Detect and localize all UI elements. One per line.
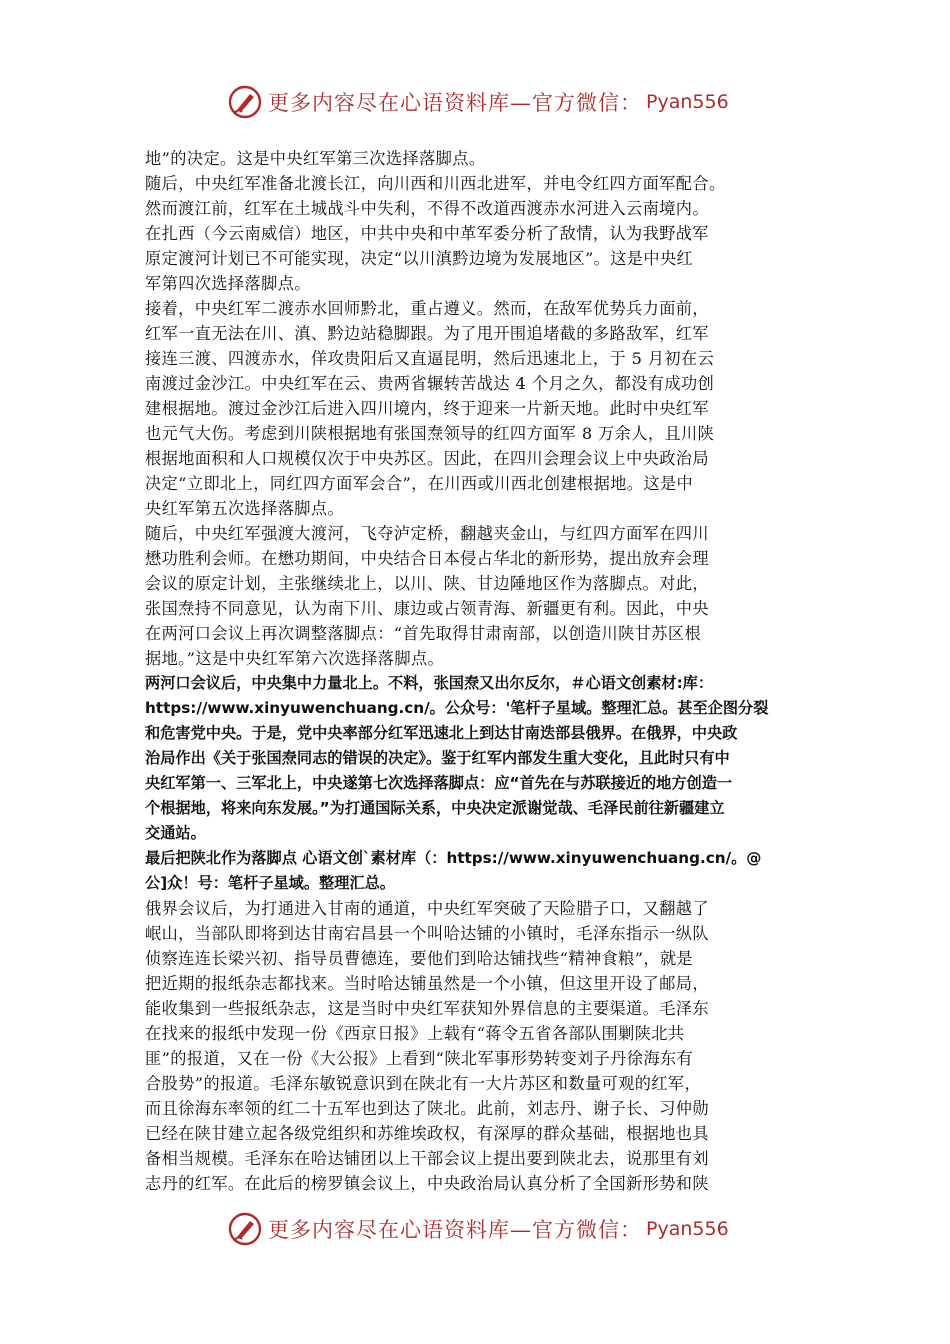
footer-banner	[228, 1211, 729, 1247]
paragraph: 随后，中央红军准备北渡长江，向川西和川西北进军，并电令红四方面军配合。 然而渡江前，红军在土城战斗中失利，不得不改道西渡赤水河进入云南境内。 在扎西（今云南威信）地区，中共中央和中革军委分析了敌情，认为我野战军 原定渡河计划已不可能实现，决定“以川滇黔边境为发展地区”。这是中央红 军第四次选择落脚点。	[145, 174, 726, 293]
document-body	[145, 146, 810, 1196]
paragraph: 俄界会议后，为打通进入甘南的通道，中央红军突破了天险腊子口，又翻越了 岷山，当部队即将到达甘南宕昌县一个叫哈达铺的小镇时，毛泽东指示一纵队 侦察连连长梁兴初、指导员曹德连，要他们到哈达铺找些“精神食粮”，就是 把近期的报纸杂志都找来。当时哈达铺虽然是一个小镇，但这里开设了邮局， 能收集到一些报纸杂志，这是当时中央红军获知外界信息的主要渠道。毛泽东 在找来的报纸中发现一份《西京日报》上载有“蒋令五省各部队围剿陕北共 匪”的报道，又在一份《大公报》上看到“陕北军事形势转变刘子丹徐海东有 合股势”的报道。毛泽东敏锐意识到在陕北有一大片苏区和数量可观的红军， 而且徐海东率领的红二十五军也到达了陕北。此前，刘志丹、谢子长、习仲勋 已经在陕甘建立起各级党组织和苏维埃政权，有深厚的群众基础，根据地也具 备相当规模。毛泽东在哈达铺团以上干部会议上提出要到陕北去，说那里有刘 志丹的红军。在此后的榜罗镇会议上，中央政治局认真分析了全国新形势和陕	[145, 899, 709, 1193]
paragraph: 随后，中央红军强渡大渡河，飞夺泸定桥，翻越夹金山，与红四方面军在四川 懋功胜利会师。在懋功期间，中央结合日本侵占华北的新形势，提出放弃会理 会议的原定计划，主张继续北上，以川、陕、甘边陲地区作为落脚点。对此， 张国焘持不同意见，认为南下川、康边或占领青海、新疆更有利。因此，中央 在两河口会议上再次调整落脚点：“首先取得甘肃南部，以创造川陕甘苏区根 据地。”这是中央红军第六次选择落脚点。	[145, 524, 709, 668]
pen-logo-icon	[228, 1212, 262, 1246]
pen-logo-icon	[228, 85, 262, 119]
footer-wechat-id: Pyan556	[646, 1218, 729, 1240]
paragraph: 地”的决定。这是中央红军第三次选择落脚点。	[145, 149, 486, 168]
paragraph: 接着，中央红军二渡赤水回师黔北，重占遵义。然而，在敌军优势兵力面前， 红军一直无法在川、滇、黔边站稳脚跟。为了甩开围追堵截的多路敌军，红军 接连三渡、四渡赤水，佯攻贵阳后又直逼昆明，然后迅速北上，于 5 月初在云 南渡过金沙江。中央红军在云、贵两省辗转苦战达 4 个月之久，都没有成功创 建根据地。渡过金沙江后进入四川境内，终于迎来一片新天地。此时中央红军 也元气大伤。考虑到川陕根据地有张国焘领导的红四方面军 8 万余人，且川陕 根据地面积和人口规模仅次于中央苏区。因此，在四川会理会议上中央政治局 决定“立即北上，同红四方面军会合”，在川西或川西北创建根据地。这是中 央红军第五次选择落脚点。	[145, 299, 715, 518]
header-banner	[228, 84, 729, 120]
header-wechat-id: Pyan556	[646, 91, 729, 113]
footer-brand-text: 更多内容尽在心语资料库—官方微信：	[268, 1218, 642, 1242]
inserted-bold-paragraph: 两河口会议后，中央集中力量北上。不料，张国焘又出尔反尔，＃心语文创素材:库： https://www.xinyuwenchuang.cn/。公众号：'笔杆子星域。整理汇总。甚至企图分裂 和危害党中央。于是，党中央率部分红军迅速北上到达甘南迭部县俄界。在俄界，中央政 治局作出《关于张国焘同志的错误的决定》。鉴于红军内部发生重大变化，且此时只有中 央红军第一、三军北上，中央遂第七次选择落脚点：应“首先在与苏联接近的地方创造一 个根据地，将来向东发展。”为打通国际关系，中央决定派谢觉哉、毛泽民前往新疆建立 交通站。	[145, 674, 769, 842]
header-brand-text: 更多内容尽在心语资料库—官方微信：	[268, 91, 642, 115]
section-heading: 最后把陕北作为落脚点 心语文创`素材库（：https://www.xinyuwenchuang.cn/。@ 公]众！号：笔杆子星域。整理汇总。	[145, 849, 762, 892]
